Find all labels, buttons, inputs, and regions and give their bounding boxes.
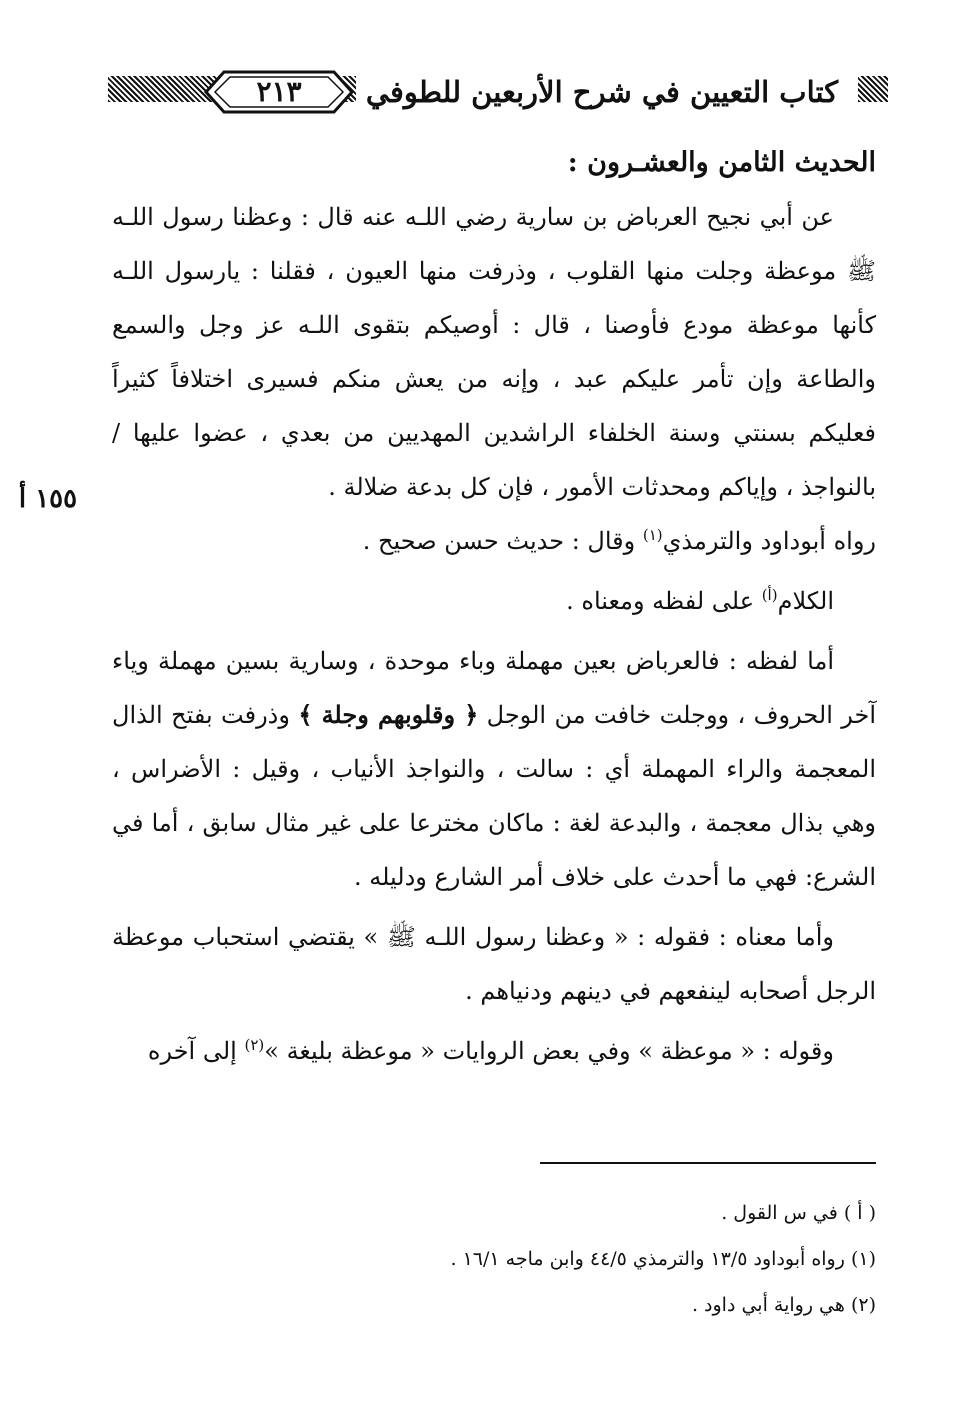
footnote-1: (١) رواه أبوداود ١٣/٥ والترمذي ٤٤/٥ وابن ماجه ١٦/١ . xyxy=(450,1248,876,1270)
main-text xyxy=(112,136,876,1078)
lafz-paragraph xyxy=(112,634,876,904)
footnotes xyxy=(112,1190,876,1328)
narration-line xyxy=(112,514,876,568)
narration-grade: وقال : حديث حسن صحيح . xyxy=(362,527,643,555)
footnote-ref-2[interactable]: (٢) xyxy=(244,1036,265,1054)
speech-rest: على لفظه ومعناه . xyxy=(566,587,762,615)
header-ornament-right xyxy=(858,76,888,102)
speech-text: الكلام xyxy=(777,587,834,615)
narration-text: رواه أبوداود والترمذي xyxy=(662,527,876,555)
book-title: كتاب التعيين في شرح الأربعين للطوفي xyxy=(356,66,848,118)
footnote-ref-1[interactable]: (١) xyxy=(642,526,663,544)
hadith-heading: الحديث الثامن والعشـرون : xyxy=(567,147,876,178)
manuscript-folio-note: ١٥٥ أ xyxy=(18,484,78,514)
footnote-ref-a[interactable]: (أ) xyxy=(761,586,778,604)
quran-verse: ﴿ وقلوبهم وجلة ﴾ xyxy=(298,700,479,729)
last-line xyxy=(112,1024,876,1078)
speech-line xyxy=(112,574,876,628)
hadith-text: عن أبي نجيح العرباض بن سارية رضي اللـه عنه قال : وعظنا رسول اللـه ﷺ موعظة وجلت منها القلوب ، وذرفت منها العيون ، فقلنا : يارسول اللـه كأنها موعظة مودع فأوصنا ، قال : أوصيكم بتقوى اللـه عز وجل والسمع والطاعة وإن تأمر عليكم عبد ، وإنه من يعش منكم فسيرى اختلافاً كثيراً فعليكم بسنتي وسنة الخلفاء الراشدين المهديين من بعدي ، عضوا عليها / بالنواجذ ، وإياكم ومحدثات الأمور ، فإن كل بدعة ضلالة . xyxy=(112,203,877,501)
lafz-text-1: أما لفظه : فالعرباض بعين مهملة وباء موحدة ، وسارية بسين مهملة وياء آخر الحروف ، ووجلت خافت من الوجل xyxy=(112,647,877,729)
running-header xyxy=(108,66,888,118)
footnote-a: ( أ ) في س القول . xyxy=(721,1202,876,1224)
lafz-text-2: وذرفت بفتح الذال المعجمة والراء المهملة أي : سالت ، والنواجذ الأنياب ، وقيل : الأضراس ، وهي بذال معجمة ، والبدعة لغة : ماكان مخترعا على غير مثال سابق ، أما في الشرع: فهي ما أحدث على خلاف أمر الشارع ودليله . xyxy=(112,701,876,891)
footnote-2: (٢) هي رواية أبي داود . xyxy=(691,1294,876,1316)
page-number: ٢١٣ xyxy=(256,75,302,108)
last-rest: إلى آخره xyxy=(147,1037,245,1065)
last-text: وقوله : « موعظة » وفي بعض الروايات « موعظة بليغة » xyxy=(264,1037,834,1065)
meaning-paragraph: وأما معناه : فقوله : « وعظنا رسول اللـه ﷺ » يقتضي استحباب موعظة الرجل أصحابه لينفعهم في دينهم ودنياهم . xyxy=(112,923,876,1005)
footnote-divider xyxy=(540,1162,876,1164)
